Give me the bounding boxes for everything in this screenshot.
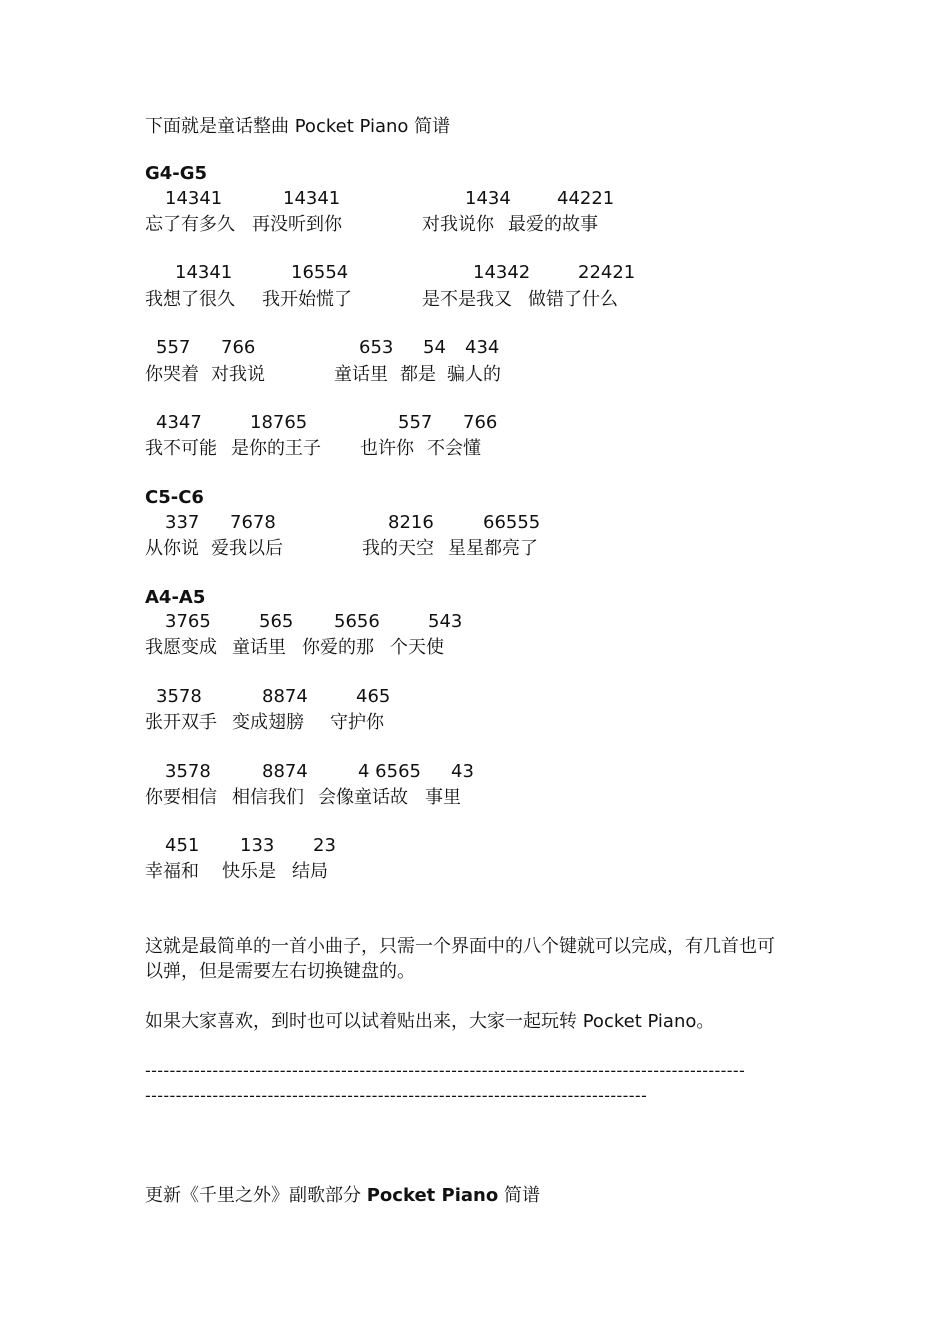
lyric-group: 守护你	[330, 712, 384, 733]
lyric-group: 个天使	[390, 637, 444, 658]
lyric-group: 结局	[292, 861, 328, 882]
note-group: 133	[240, 835, 275, 856]
lyric-group: 对我说你	[422, 214, 494, 235]
note-group: 8216	[388, 512, 434, 533]
lyric-group: 相信我们	[232, 787, 304, 808]
lyric-group: 骗人的	[447, 364, 501, 385]
lyric-group: 会像童话故	[318, 787, 408, 808]
note-group: 16554	[291, 262, 349, 283]
note-group: 565	[259, 611, 294, 632]
note-group: 18765	[250, 412, 308, 433]
lyric-group: 不会懂	[427, 438, 481, 459]
update-app-name: Pocket Piano	[366, 1185, 499, 1206]
note-group: 22421	[578, 262, 636, 283]
lyric-group: 星星都亮了	[448, 538, 538, 559]
lyric-group: 做错了什么	[528, 289, 618, 310]
update-suffix: 简谱	[498, 1185, 540, 1206]
note-group: 3765	[165, 611, 211, 632]
lyric-group: 再没听到你	[252, 214, 342, 235]
note-group: 766	[463, 412, 498, 433]
lyric-group: 我想了很久	[145, 289, 235, 310]
note-group: 14341	[175, 262, 233, 283]
lyric-group: 童话里	[334, 364, 388, 385]
note-group: 8874	[262, 761, 308, 782]
update-heading	[145, 1185, 540, 1207]
lyric-group: 从你说	[145, 538, 199, 559]
note-group: 3578	[165, 761, 211, 782]
paragraph-line: 这就是最简单的一首小曲子，只需一个界面中的八个键就可以完成，有几首也可	[145, 936, 775, 957]
lyric-group: 变成翅膀	[232, 712, 304, 733]
note-group: 451	[165, 835, 200, 856]
lyric-group: 快乐是	[222, 861, 276, 882]
lyric-group: 是不是我又	[422, 289, 512, 310]
lyric-group: 你要相信	[145, 787, 217, 808]
note-group: 1434	[465, 188, 511, 209]
intro-text: 下面就是童话整曲 Pocket Piano 简谱	[145, 116, 451, 137]
lyric-group: 我不可能	[145, 438, 217, 459]
lyric-group: 你爱的那	[302, 637, 374, 658]
lyric-group: 是你的王子	[231, 438, 321, 459]
divider-line: --------------------------------------------------------------------------------------------------	[145, 1061, 746, 1080]
lyric-group: 也许你	[360, 438, 414, 459]
note-group: 557	[398, 412, 433, 433]
note-group: 4 6565	[358, 761, 421, 782]
paragraph-line: 以弹，但是需要左右切换键盘的。	[145, 961, 415, 982]
divider-line: ----------------------------------------------------------------------------------	[145, 1086, 648, 1105]
section-heading: A4-A5	[145, 587, 206, 608]
note-group: 5656	[334, 611, 380, 632]
note-group: 14341	[165, 188, 223, 209]
note-group: 23	[313, 835, 336, 856]
lyric-group: 爱我以后	[211, 538, 283, 559]
section-heading: G4-G5	[145, 163, 208, 184]
lyric-group: 最爱的故事	[508, 214, 598, 235]
note-group: 14341	[283, 188, 341, 209]
note-group: 766	[221, 337, 256, 358]
note-group: 465	[356, 686, 391, 707]
note-group: 7678	[230, 512, 276, 533]
note-group: 653	[359, 337, 394, 358]
note-group: 54	[423, 337, 446, 358]
section-heading: C5-C6	[145, 487, 204, 508]
note-group: 66555	[483, 512, 541, 533]
lyric-group: 我开始慌了	[262, 289, 352, 310]
lyric-group: 对我说	[211, 364, 265, 385]
lyric-group: 你哭着	[145, 364, 199, 385]
note-group: 337	[165, 512, 200, 533]
lyric-group: 都是	[400, 364, 436, 385]
lyric-group: 事里	[425, 787, 461, 808]
note-group: 43	[451, 761, 474, 782]
note-group: 543	[428, 611, 463, 632]
lyric-group: 我愿变成	[145, 637, 217, 658]
note-group: 44221	[557, 188, 615, 209]
lyric-group: 忘了有多久	[145, 214, 235, 235]
note-group: 8874	[262, 686, 308, 707]
note-group: 3578	[156, 686, 202, 707]
lyric-group: 童话里	[232, 637, 286, 658]
lyric-group: 幸福和	[145, 861, 199, 882]
note-group: 4347	[156, 412, 202, 433]
note-group: 557	[156, 337, 191, 358]
note-group: 434	[465, 337, 500, 358]
lyric-group: 我的天空	[362, 538, 434, 559]
note-group: 14342	[473, 262, 531, 283]
update-prefix: 更新《千里之外》副歌部分	[145, 1185, 367, 1206]
lyric-group: 张开双手	[145, 712, 217, 733]
paragraph-line: 如果大家喜欢，到时也可以试着贴出来，大家一起玩转 Pocket Piano。	[145, 1011, 715, 1032]
